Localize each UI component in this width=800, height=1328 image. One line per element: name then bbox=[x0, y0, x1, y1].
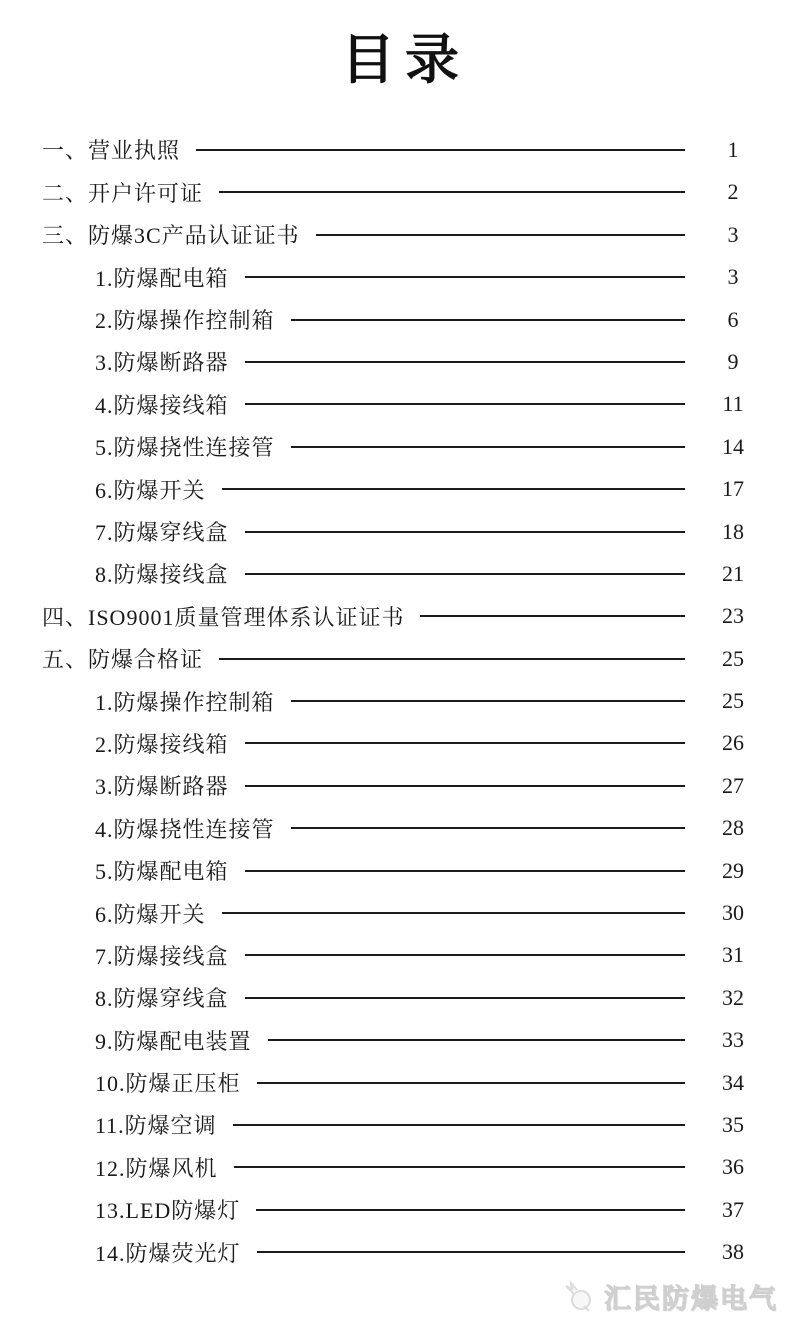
toc-entry-label: 3.防爆断路器 bbox=[95, 774, 229, 800]
page-title: 目录 bbox=[341, 30, 469, 90]
toc-entry bbox=[0, 341, 800, 383]
toc-entry-label: 2.防爆接线箱 bbox=[95, 731, 229, 757]
toc-page-number: 23 bbox=[722, 603, 744, 629]
toc-entry bbox=[0, 426, 800, 468]
toc-page-number: 25 bbox=[722, 645, 744, 671]
toc-leader-line bbox=[222, 488, 685, 490]
toc-leader-line bbox=[256, 1209, 685, 1211]
toc-leader-line bbox=[257, 1251, 685, 1253]
toc-entry bbox=[0, 1019, 800, 1061]
toc-leader-line bbox=[291, 319, 685, 321]
toc-page-number: 18 bbox=[722, 518, 744, 544]
watermark bbox=[562, 1277, 778, 1316]
toc-entry-label: 4.防爆接线箱 bbox=[95, 392, 229, 418]
toc-page-number: 14 bbox=[722, 433, 744, 459]
toc-entry-label: 1.防爆操作控制箱 bbox=[95, 689, 275, 715]
toc-page-number: 37 bbox=[722, 1196, 744, 1222]
toc-entry-label: 14.防爆荧光灯 bbox=[95, 1240, 241, 1266]
toc-entry bbox=[0, 934, 800, 976]
toc-entry-label: 5.防爆挠性连接管 bbox=[95, 435, 275, 461]
toc-page-number: 3 bbox=[727, 264, 739, 290]
toc-page-number: 34 bbox=[722, 1069, 744, 1095]
toc-page-number: 33 bbox=[722, 1027, 744, 1053]
toc-leader-line bbox=[245, 276, 685, 278]
toc-entry-label: 7.防爆穿线盒 bbox=[95, 520, 229, 545]
toc-entry bbox=[0, 383, 800, 425]
toc-leader-line bbox=[245, 997, 685, 999]
toc-page-number: 36 bbox=[722, 1154, 744, 1180]
watermark-company-name: 汇民防爆电气 bbox=[604, 1284, 778, 1314]
toc-leader-line bbox=[245, 742, 685, 744]
toc-entry bbox=[0, 765, 800, 807]
toc-entry bbox=[0, 1061, 800, 1103]
toc-entry bbox=[0, 129, 800, 171]
toc-entry-label: 三、防爆3C产品认证证书 bbox=[42, 223, 300, 249]
toc-leader-line bbox=[245, 531, 685, 533]
toc-entry bbox=[0, 977, 800, 1019]
toc-leader-line bbox=[222, 912, 685, 914]
toc-page-number: 28 bbox=[722, 815, 744, 841]
toc-leader-line bbox=[233, 1124, 685, 1126]
toc-leader-line bbox=[196, 149, 685, 151]
toc-leader-line bbox=[291, 827, 685, 829]
toc-entry bbox=[0, 468, 800, 510]
toc-entry-label: 五、防爆合格证 bbox=[42, 647, 204, 673]
toc-entry-label: 一、营业执照 bbox=[42, 138, 181, 164]
toc-entry-label: 7.防爆接线盒 bbox=[95, 943, 229, 969]
toc-entry bbox=[0, 298, 800, 340]
toc-leader-line bbox=[316, 234, 685, 236]
toc-entry bbox=[0, 1231, 800, 1273]
dove-logo-icon bbox=[562, 1280, 596, 1314]
toc-page-number: 1 bbox=[727, 136, 739, 162]
toc-page-number: 38 bbox=[722, 1239, 744, 1265]
toc-leader-line bbox=[234, 1166, 685, 1168]
toc-entry bbox=[0, 510, 800, 552]
toc-entry bbox=[0, 892, 800, 934]
toc-page-number: 26 bbox=[722, 730, 744, 756]
toc-leader-line bbox=[245, 573, 685, 575]
toc-page-number: 29 bbox=[722, 857, 744, 883]
toc-page-number: 11 bbox=[722, 391, 744, 417]
toc-entry bbox=[0, 171, 800, 213]
toc-leader-line bbox=[245, 954, 685, 956]
toc-entry bbox=[0, 595, 800, 637]
toc-leader-line bbox=[420, 615, 685, 617]
toc-entry-label: 6.防爆开关 bbox=[95, 901, 206, 927]
toc-entry-label: 10.防爆正压柜 bbox=[95, 1071, 241, 1097]
toc-page-number: 21 bbox=[722, 560, 744, 586]
toc-page-number: 25 bbox=[722, 688, 744, 714]
toc-entry-label: 9.防爆配电装置 bbox=[95, 1028, 252, 1054]
toc-leader-line bbox=[245, 403, 685, 405]
toc-entry bbox=[0, 722, 800, 764]
toc-page-number: 27 bbox=[722, 772, 744, 798]
toc-entry-label: 12.防爆风机 bbox=[95, 1155, 218, 1181]
toc-entry bbox=[0, 637, 800, 679]
toc-page-number: 31 bbox=[722, 942, 744, 968]
toc-leader-line bbox=[291, 700, 685, 702]
toc-entry bbox=[0, 1189, 800, 1231]
toc-entry-label: 13.LED防爆灯 bbox=[95, 1198, 241, 1224]
toc-leader-line bbox=[268, 1039, 685, 1041]
toc-leader-line bbox=[245, 785, 685, 787]
toc-leader-line bbox=[257, 1082, 685, 1084]
toc-entry bbox=[0, 849, 800, 891]
toc-page-number: 30 bbox=[722, 900, 744, 926]
toc-entry-label: 5.防爆配电箱 bbox=[95, 859, 229, 885]
toc-leader-line bbox=[245, 361, 685, 363]
toc-entry-label: 3.防爆断路器 bbox=[95, 350, 229, 376]
toc-entry-label: 2.防爆操作控制箱 bbox=[95, 308, 275, 334]
toc-leader-line bbox=[219, 658, 685, 660]
toc-entry bbox=[0, 807, 800, 849]
toc-entry-label: 二、开户许可证 bbox=[42, 180, 204, 206]
toc-entry-label: 4.防爆挠性连接管 bbox=[95, 816, 275, 842]
toc-entry bbox=[0, 256, 800, 298]
toc-entry-label: 8.防爆穿线盒 bbox=[95, 986, 229, 1012]
toc-page-number: 6 bbox=[727, 306, 739, 332]
toc-leader-line bbox=[219, 191, 685, 193]
toc-entry-label: 11.防爆空调 bbox=[95, 1113, 217, 1139]
toc-leader-line bbox=[245, 870, 685, 872]
toc-entry-label: 四、ISO9001质量管理体系认证证书 bbox=[42, 604, 405, 630]
toc-entry bbox=[0, 553, 800, 595]
toc-page-number: 3 bbox=[727, 221, 739, 247]
toc-page-number: 32 bbox=[722, 984, 744, 1010]
toc-entry bbox=[0, 680, 800, 722]
toc-page-number: 35 bbox=[722, 1111, 744, 1137]
toc-entry bbox=[0, 214, 800, 256]
toc-entry bbox=[0, 1146, 800, 1188]
toc-list bbox=[0, 129, 800, 1274]
toc-page-number: 2 bbox=[727, 179, 739, 205]
toc-entry-label: 6.防爆开关 bbox=[95, 477, 206, 503]
toc-entry-label: 1.防爆配电箱 bbox=[95, 265, 229, 291]
toc-leader-line bbox=[291, 446, 685, 448]
toc-page-number: 9 bbox=[727, 348, 739, 374]
toc-page-number: 17 bbox=[722, 476, 744, 502]
toc-entry-label: 8.防爆接线盒 bbox=[95, 562, 229, 588]
toc-entry bbox=[0, 1104, 800, 1146]
